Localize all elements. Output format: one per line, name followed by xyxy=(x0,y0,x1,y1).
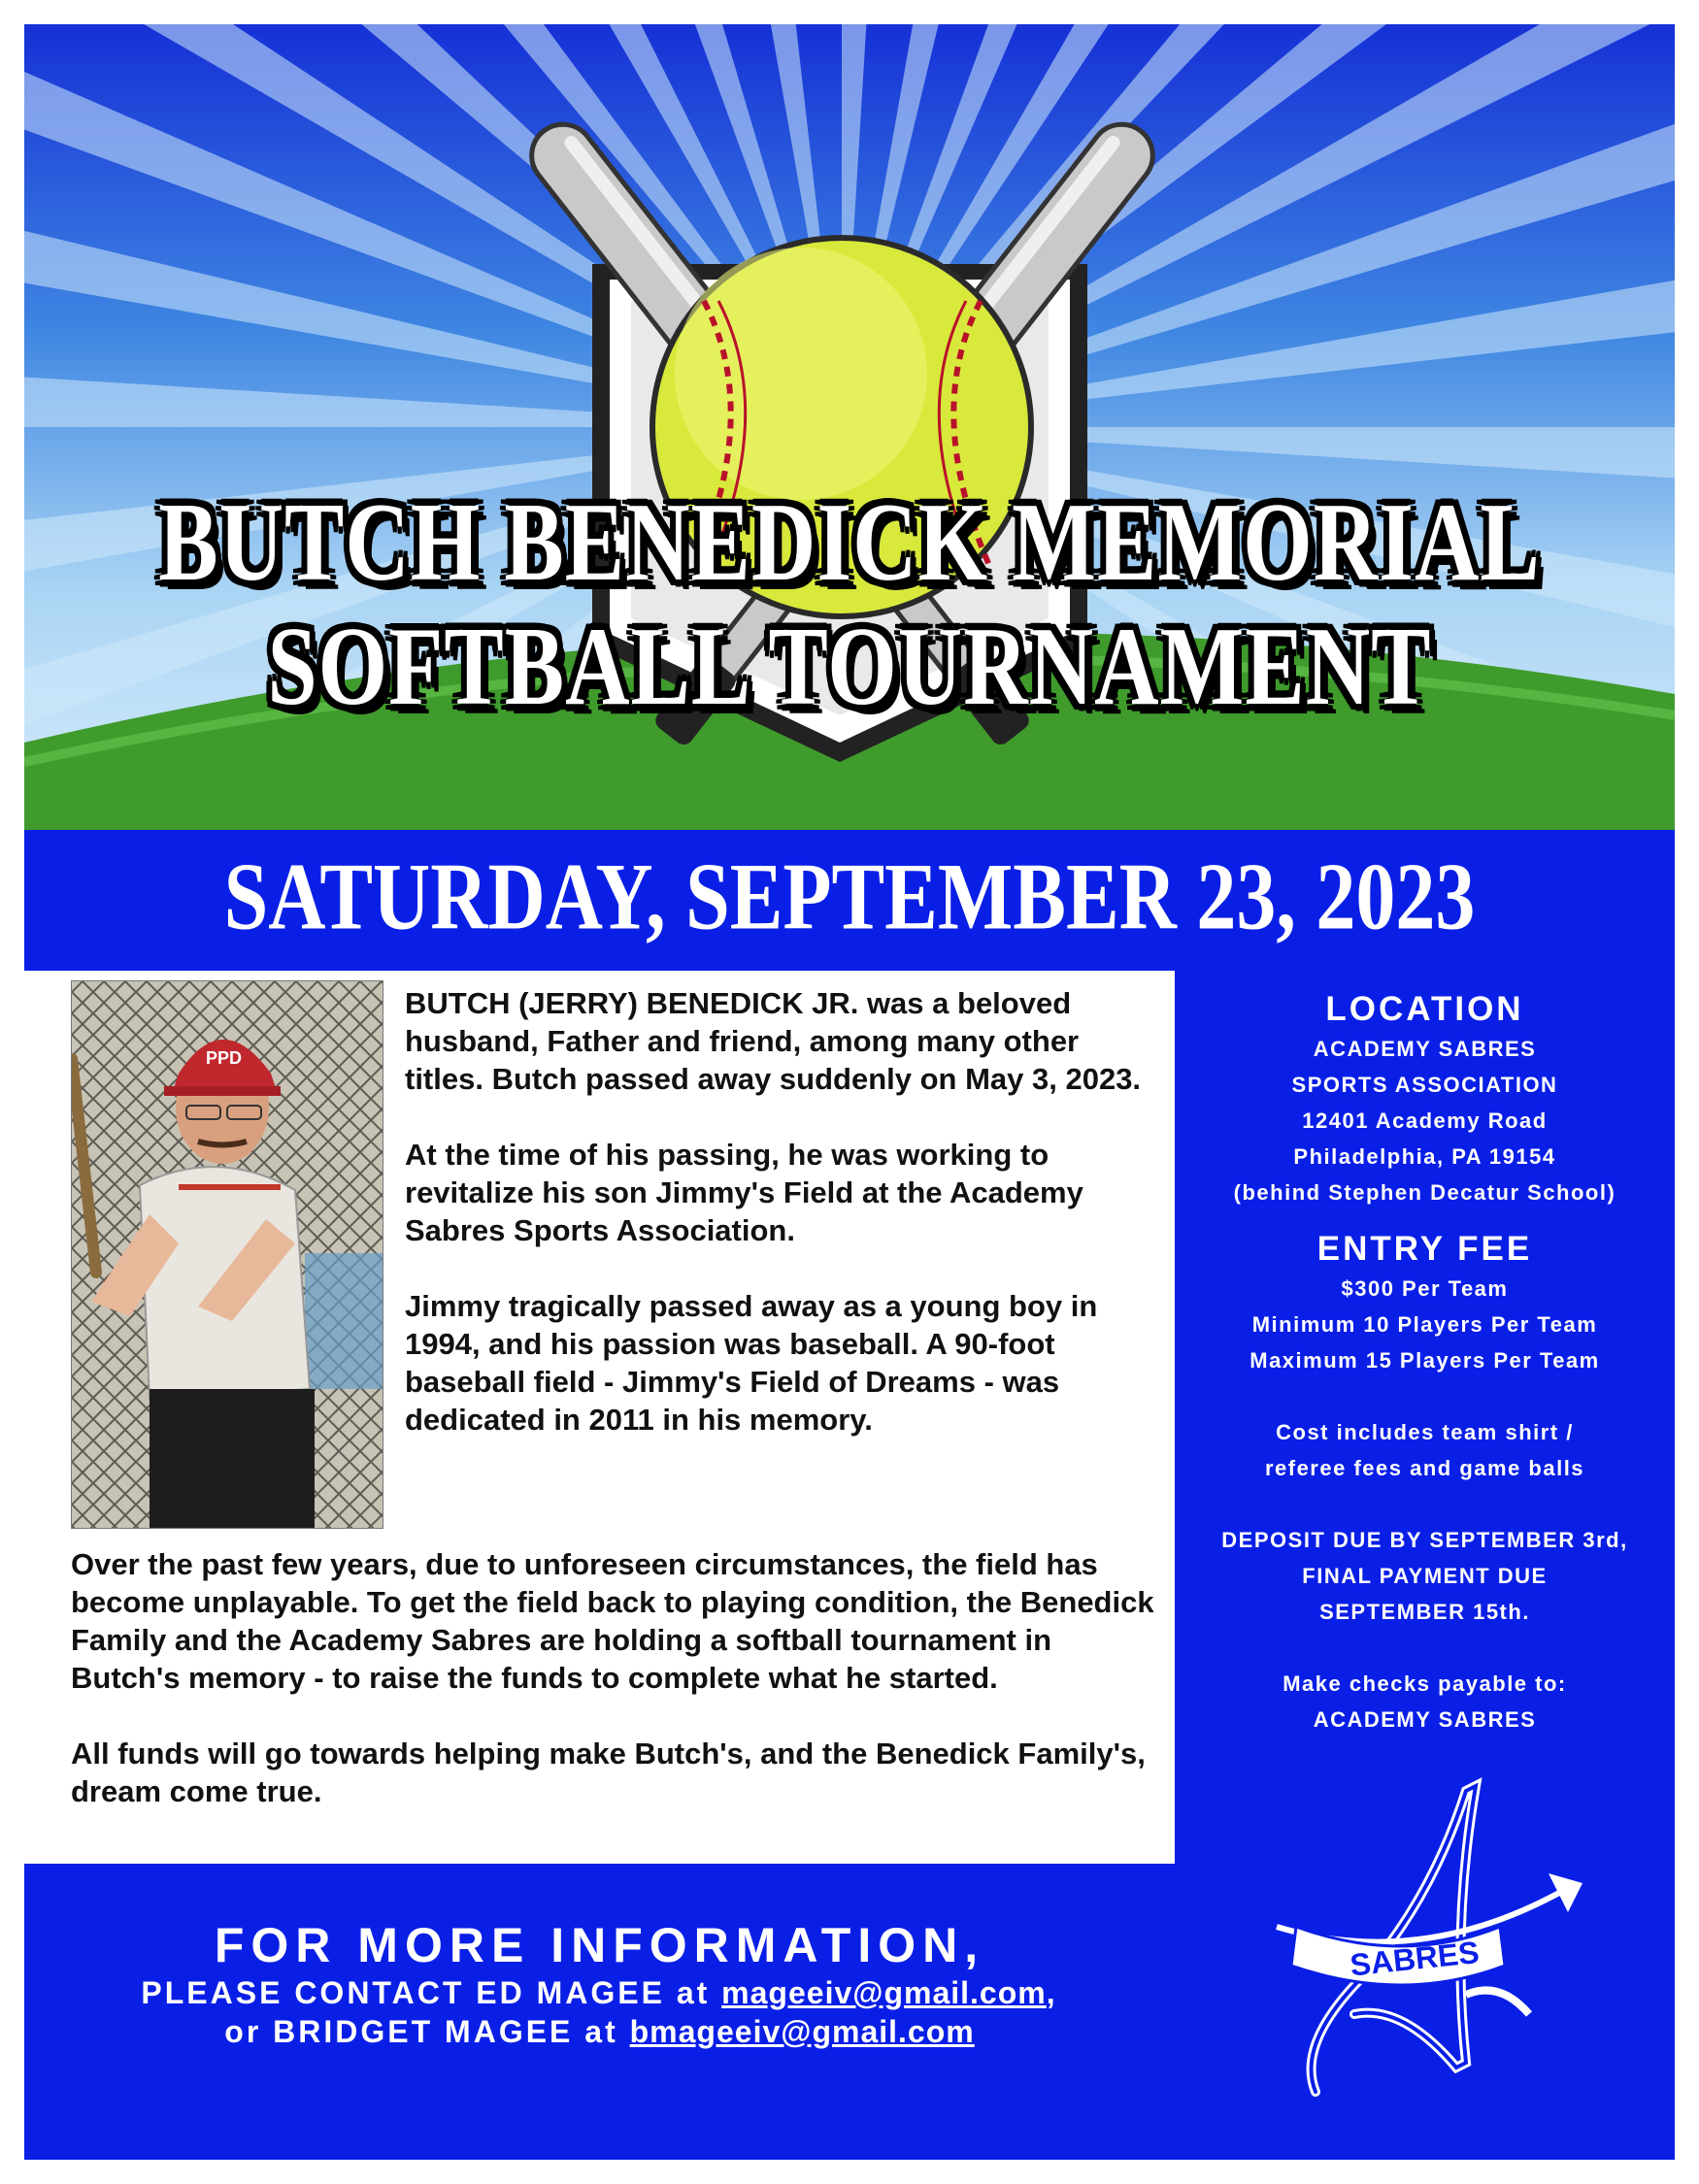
email-link-bridget[interactable]: bmageeiv@gmail.com xyxy=(629,2014,975,2049)
flyer xyxy=(24,24,1675,2160)
contact-prefix: PLEASE CONTACT ED MAGEE at xyxy=(141,1975,722,2010)
contact-footer xyxy=(24,1864,1175,2160)
entry-fee-line: Minimum 10 Players Per Team xyxy=(1251,1312,1598,1337)
entry-fee-line: $300 Per Team xyxy=(1341,1276,1509,1301)
cap-text: PPD xyxy=(206,1048,243,1068)
payable-line: ACADEMY SABRES xyxy=(1313,1707,1537,1732)
location-line: (behind Stephen Decatur School) xyxy=(1233,1180,1616,1205)
bio-paragraph: All funds will go towards helping make Butch's, and the Benedick Family's, dream come true. xyxy=(71,1737,1146,1808)
deposit-line: DEPOSIT DUE BY SEPTEMBER 3rd, xyxy=(1221,1528,1628,1552)
location-line: SPORTS ASSOCIATION xyxy=(1291,1073,1558,1097)
bio-panel xyxy=(24,971,1175,1864)
event-title-line2: SOFTBALL TOURNAMENT xyxy=(267,604,1432,728)
bio-paragraph: Jimmy tragically passed away as a young boy in 1994, and his passion was baseball. A 90-foot baseball field - Jimmy's Field of Dreams - was dedicated in 2011 in his memory. xyxy=(405,1289,1098,1437)
location-line: ACADEMY SABRES xyxy=(1313,1037,1537,1061)
memorial-photo xyxy=(71,980,383,1529)
logo-banner-text: SABRES xyxy=(1348,1934,1482,1983)
event-details-sidebar xyxy=(1175,971,1675,1864)
bio-text-bottom xyxy=(71,1545,1163,1848)
bio-paragraph: At the time of his passing, he was working to revitalize his son Jimmy's Field at the Academy Sabres Sports Association. xyxy=(405,1138,1083,1247)
contact-prefix: or BRIDGET MAGEE at xyxy=(224,2014,630,2049)
entry-fee-heading: ENTRY FEE xyxy=(1316,1230,1533,1268)
contact-line-bridget xyxy=(24,2014,1175,2050)
location-heading: LOCATION xyxy=(1325,990,1524,1028)
event-date: SATURDAY, SEPTEMBER 23, 2023 xyxy=(223,843,1476,949)
email-link-ed[interactable]: mageeiv@gmail.com xyxy=(721,1975,1047,2010)
cost-note-line: referee fees and game balls xyxy=(1264,1456,1585,1480)
hero-banner xyxy=(24,24,1675,830)
location-line: Philadelphia, PA 19154 xyxy=(1293,1144,1556,1169)
contact-line-ed xyxy=(24,1975,1175,2011)
payable-line: Make checks payable to: xyxy=(1283,1671,1567,1696)
bio-paragraph: Over the past few years, due to unforeseen circumstances, the field has become unplayable. To get the field back to playing condition, the Benedick Family and the Academy Sabres are holding a softball tournament in Butch's memory - to raise the funds to complete what he started. xyxy=(71,1547,1154,1695)
date-bar xyxy=(24,830,1675,971)
cost-note-line: Cost includes team shirt / xyxy=(1276,1420,1574,1444)
deposit-line: FINAL PAYMENT DUE xyxy=(1302,1564,1548,1588)
academy-sabres-logo xyxy=(1257,1771,1607,2111)
bio-paragraph: BUTCH (JERRY) BENEDICK JR. was a beloved husband, Father and friend, among many other titles. Butch passed away suddenly on May 3, 2023. xyxy=(405,986,1142,1096)
bio-text-top xyxy=(405,984,1152,1476)
location-line: 12401 Academy Road xyxy=(1302,1109,1548,1133)
entry-fee-line: Maximum 15 Players Per Team xyxy=(1249,1348,1600,1373)
deposit-line: SEPTEMBER 15th. xyxy=(1319,1600,1530,1624)
more-info-heading: FOR MORE INFORMATION, xyxy=(214,1918,985,1972)
contact-suffix: , xyxy=(1046,1975,1058,2010)
event-title-line1: BUTCH BENEDICK MEMORIAL xyxy=(158,480,1541,604)
